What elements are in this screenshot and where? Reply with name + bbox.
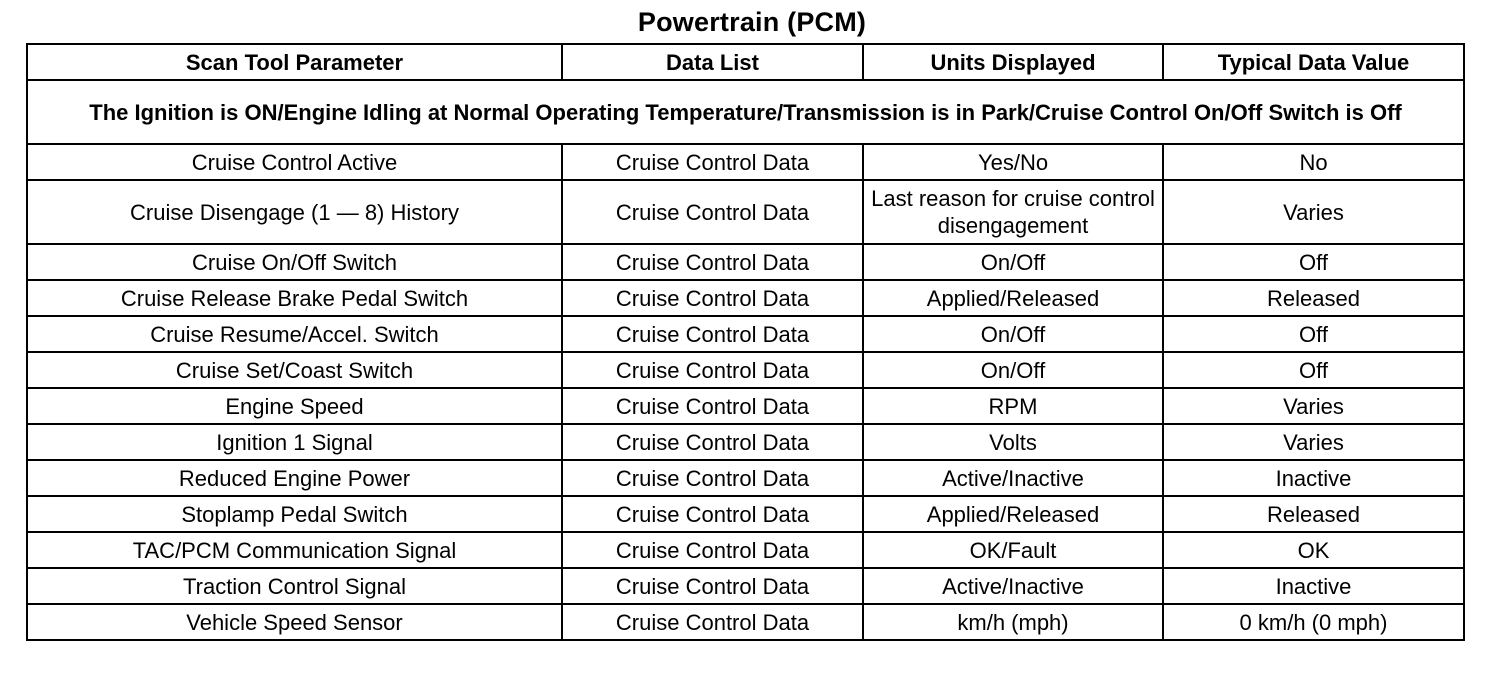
table-row bbox=[27, 280, 1464, 316]
condition-row bbox=[27, 80, 1464, 144]
cell-typical: Off bbox=[1163, 352, 1464, 388]
table-row bbox=[27, 604, 1464, 640]
data-table bbox=[26, 43, 1465, 641]
cell-parameter: TAC/PCM Communication Signal bbox=[27, 532, 562, 568]
cell-parameter: Cruise Disengage (1 — 8) History bbox=[27, 180, 562, 244]
cell-typical: 0 km/h (0 mph) bbox=[1163, 604, 1464, 640]
cell-parameter: Cruise Set/Coast Switch bbox=[27, 352, 562, 388]
cell-data-list: Cruise Control Data bbox=[562, 460, 863, 496]
cell-typical: No bbox=[1163, 144, 1464, 180]
cell-data-list: Cruise Control Data bbox=[562, 604, 863, 640]
table-row bbox=[27, 352, 1464, 388]
table-row bbox=[27, 568, 1464, 604]
cell-parameter: Cruise On/Off Switch bbox=[27, 244, 562, 280]
cell-parameter: Reduced Engine Power bbox=[27, 460, 562, 496]
table-row bbox=[27, 532, 1464, 568]
table-row bbox=[27, 496, 1464, 532]
table-row bbox=[27, 424, 1464, 460]
table-row bbox=[27, 180, 1464, 244]
cell-units: km/h (mph) bbox=[863, 604, 1163, 640]
cell-typical: Off bbox=[1163, 316, 1464, 352]
cell-units: RPM bbox=[863, 388, 1163, 424]
cell-typical: Inactive bbox=[1163, 568, 1464, 604]
cell-typical: Released bbox=[1163, 280, 1464, 316]
cell-data-list: Cruise Control Data bbox=[562, 144, 863, 180]
condition-text: The Ignition is ON/Engine Idling at Normal Operating Temperature/Transmission is in Park/Cruise Control On/Off Switch is Off bbox=[27, 80, 1464, 144]
page-title: Powertrain (PCM) bbox=[637, 7, 867, 37]
cell-units: Yes/No bbox=[863, 144, 1163, 180]
cell-typical: Varies bbox=[1163, 388, 1464, 424]
cell-data-list: Cruise Control Data bbox=[562, 316, 863, 352]
cell-typical: Varies bbox=[1163, 180, 1464, 244]
cell-units: On/Off bbox=[863, 316, 1163, 352]
cell-typical: Inactive bbox=[1163, 460, 1464, 496]
cell-units: Active/Inactive bbox=[863, 460, 1163, 496]
cell-units: Active/Inactive bbox=[863, 568, 1163, 604]
cell-data-list: Cruise Control Data bbox=[562, 496, 863, 532]
cell-parameter: Traction Control Signal bbox=[27, 568, 562, 604]
cell-data-list: Cruise Control Data bbox=[562, 244, 863, 280]
cell-units: On/Off bbox=[863, 352, 1163, 388]
cell-units: Applied/Released bbox=[863, 280, 1163, 316]
cell-parameter: Cruise Release Brake Pedal Switch bbox=[27, 280, 562, 316]
table-row bbox=[27, 244, 1464, 280]
table-row bbox=[27, 144, 1464, 180]
column-header-data-list: Data List bbox=[562, 44, 863, 80]
cell-typical: OK bbox=[1163, 532, 1464, 568]
header-row bbox=[27, 44, 1464, 80]
cell-data-list: Cruise Control Data bbox=[562, 352, 863, 388]
cell-data-list: Cruise Control Data bbox=[562, 388, 863, 424]
cell-data-list: Cruise Control Data bbox=[562, 532, 863, 568]
cell-units: Applied/Released bbox=[863, 496, 1163, 532]
cell-data-list: Cruise Control Data bbox=[562, 180, 863, 244]
cell-units: Volts bbox=[863, 424, 1163, 460]
table-row bbox=[27, 460, 1464, 496]
cell-parameter: Cruise Control Active bbox=[27, 144, 562, 180]
cell-data-list: Cruise Control Data bbox=[562, 424, 863, 460]
cell-parameter: Stoplamp Pedal Switch bbox=[27, 496, 562, 532]
cell-typical: Released bbox=[1163, 496, 1464, 532]
column-header-units: Units Displayed bbox=[863, 44, 1163, 80]
column-header-typical-value: Typical Data Value bbox=[1163, 44, 1464, 80]
cell-typical: Off bbox=[1163, 244, 1464, 280]
cell-parameter: Engine Speed bbox=[27, 388, 562, 424]
cell-typical: Varies bbox=[1163, 424, 1464, 460]
table-row bbox=[27, 388, 1464, 424]
cell-data-list: Cruise Control Data bbox=[562, 568, 863, 604]
cell-data-list: Cruise Control Data bbox=[562, 280, 863, 316]
cell-units: OK/Fault bbox=[863, 532, 1163, 568]
column-header-parameter: Scan Tool Parameter bbox=[27, 44, 562, 80]
cell-parameter: Cruise Resume/Accel. Switch bbox=[27, 316, 562, 352]
cell-parameter: Vehicle Speed Sensor bbox=[27, 604, 562, 640]
table-row bbox=[27, 316, 1464, 352]
cell-units: On/Off bbox=[863, 244, 1163, 280]
cell-parameter: Ignition 1 Signal bbox=[27, 424, 562, 460]
cell-units: Last reason for cruise control disengagement bbox=[863, 180, 1163, 244]
